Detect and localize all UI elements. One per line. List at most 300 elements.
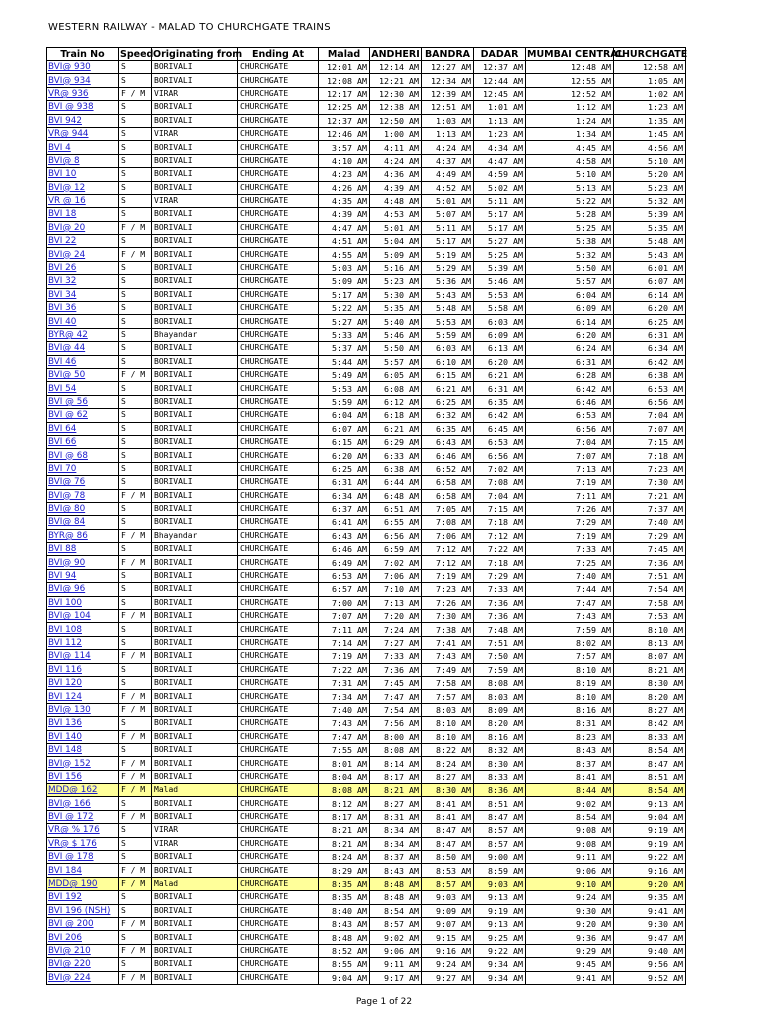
train-number-link[interactable]: VR@ % 176 xyxy=(47,824,119,837)
andheri-time-cell: 7:56 AM xyxy=(370,717,422,730)
table-row xyxy=(47,315,686,328)
train-number-link[interactable]: BVI 184 xyxy=(47,864,119,877)
train-number-link[interactable]: BVI 112 xyxy=(47,636,119,649)
speed-cell: F / M xyxy=(119,368,152,381)
ending-at-cell: CHURCHGATE xyxy=(238,877,319,890)
ending-at-cell: CHURCHGATE xyxy=(238,181,319,194)
churchgate-time-cell: 6:56 AM xyxy=(614,395,686,408)
train-number-link[interactable]: BVI@ 8 xyxy=(47,154,119,167)
churchgate-time-cell: 5:35 AM xyxy=(614,221,686,234)
ending-at-cell: CHURCHGATE xyxy=(238,931,319,944)
malad-time-cell: 5:27 AM xyxy=(319,315,370,328)
churchgate-time-cell: 7:18 AM xyxy=(614,449,686,462)
mumbai-central-time-cell: 9:02 AM xyxy=(526,797,614,810)
andheri-time-cell: 4:53 AM xyxy=(370,208,422,221)
dadar-time-cell: 8:51 AM xyxy=(474,797,526,810)
dadar-time-cell: 7:33 AM xyxy=(474,583,526,596)
bandra-time-cell: 5:17 AM xyxy=(422,235,474,248)
train-number-link[interactable]: BVI 10 xyxy=(47,168,119,181)
page-title: WESTERN RAILWAY - MALAD TO CHURCHGATE TRAINS xyxy=(48,22,331,33)
table-row xyxy=(47,275,686,288)
churchgate-time-cell: 7:51 AM xyxy=(614,569,686,582)
dadar-time-cell: 4:34 AM xyxy=(474,141,526,154)
speed-cell: S xyxy=(119,208,152,221)
mumbai-central-time-cell: 1:34 AM xyxy=(526,127,614,140)
train-number-link[interactable]: BVI@ 20 xyxy=(47,221,119,234)
train-number-link[interactable]: MDD@ 190 xyxy=(47,877,119,890)
originating-from-cell: BORIVALI xyxy=(152,261,238,274)
originating-from-cell: VIRAR xyxy=(152,127,238,140)
train-number-link[interactable]: BVI@ 84 xyxy=(47,516,119,529)
train-number-link[interactable]: BVI 54 xyxy=(47,382,119,395)
mumbai-central-time-cell: 7:13 AM xyxy=(526,462,614,475)
malad-time-cell: 5:37 AM xyxy=(319,342,370,355)
speed-cell: F / M xyxy=(119,610,152,623)
bandra-time-cell: 7:49 AM xyxy=(422,663,474,676)
andheri-time-cell: 7:13 AM xyxy=(370,596,422,609)
andheri-time-cell: 9:06 AM xyxy=(370,944,422,957)
bandra-time-cell: 4:24 AM xyxy=(422,141,474,154)
train-number-link[interactable]: BVI 94 xyxy=(47,569,119,582)
ending-at-cell: CHURCHGATE xyxy=(238,114,319,127)
malad-time-cell: 12:17 AM xyxy=(319,87,370,100)
bandra-time-cell: 4:49 AM xyxy=(422,168,474,181)
train-number-link[interactable]: BVI@ 50 xyxy=(47,368,119,381)
train-number-link[interactable]: BVI@ 114 xyxy=(47,650,119,663)
train-number-link[interactable]: BVI 206 xyxy=(47,931,119,944)
train-number-link[interactable]: BVI@ 78 xyxy=(47,489,119,502)
mumbai-central-time-cell: 4:58 AM xyxy=(526,154,614,167)
bandra-time-cell: 9:07 AM xyxy=(422,918,474,931)
speed-cell: F / M xyxy=(119,757,152,770)
speed-cell: F / M xyxy=(119,248,152,261)
speed-cell: F / M xyxy=(119,650,152,663)
originating-from-cell: BORIVALI xyxy=(152,690,238,703)
malad-time-cell: 6:25 AM xyxy=(319,462,370,475)
bandra-time-cell: 7:12 AM xyxy=(422,556,474,569)
ending-at-cell: CHURCHGATE xyxy=(238,904,319,917)
bandra-time-cell: 8:53 AM xyxy=(422,864,474,877)
malad-time-cell: 7:55 AM xyxy=(319,743,370,756)
ending-at-cell: CHURCHGATE xyxy=(238,288,319,301)
bandra-time-cell: 8:10 AM xyxy=(422,717,474,730)
train-number-link[interactable]: BVI @ 200 xyxy=(47,918,119,931)
ending-at-cell: CHURCHGATE xyxy=(238,221,319,234)
train-number-link[interactable]: BVI 36 xyxy=(47,302,119,315)
andheri-time-cell: 9:17 AM xyxy=(370,971,422,984)
train-number-link[interactable]: BVI 66 xyxy=(47,435,119,448)
speed-cell: S xyxy=(119,261,152,274)
table-row xyxy=(47,864,686,877)
table-row xyxy=(47,610,686,623)
table-row xyxy=(47,904,686,917)
table-row xyxy=(47,248,686,261)
churchgate-time-cell: 8:27 AM xyxy=(614,703,686,716)
train-number-link[interactable]: VR@ 936 xyxy=(47,87,119,100)
train-number-link[interactable]: BVI @ 938 xyxy=(47,101,119,114)
speed-cell: S xyxy=(119,342,152,355)
ending-at-cell: CHURCHGATE xyxy=(238,623,319,636)
train-number-link[interactable]: BVI@ 90 xyxy=(47,556,119,569)
originating-from-cell: VIRAR xyxy=(152,194,238,207)
churchgate-time-cell: 7:23 AM xyxy=(614,462,686,475)
churchgate-time-cell: 1:35 AM xyxy=(614,114,686,127)
dadar-time-cell: 7:12 AM xyxy=(474,529,526,542)
churchgate-time-cell: 6:20 AM xyxy=(614,302,686,315)
mumbai-central-time-cell: 1:24 AM xyxy=(526,114,614,127)
bandra-time-cell: 8:27 AM xyxy=(422,770,474,783)
train-number-link[interactable]: BVI 148 xyxy=(47,743,119,756)
malad-time-cell: 12:25 AM xyxy=(319,101,370,114)
train-number-link[interactable]: BVI@ 210 xyxy=(47,944,119,957)
table-row xyxy=(47,784,686,797)
speed-cell: F / M xyxy=(119,87,152,100)
andheri-time-cell: 8:00 AM xyxy=(370,730,422,743)
train-number-link[interactable]: BVI@ 104 xyxy=(47,610,119,623)
ending-at-cell: CHURCHGATE xyxy=(238,368,319,381)
bandra-time-cell: 6:35 AM xyxy=(422,422,474,435)
table-row xyxy=(47,931,686,944)
bandra-time-cell: 1:13 AM xyxy=(422,127,474,140)
train-number-link[interactable]: BVI@ 220 xyxy=(47,958,119,971)
ending-at-cell: CHURCHGATE xyxy=(238,61,319,74)
train-number-link[interactable]: BVI 34 xyxy=(47,288,119,301)
train-number-link[interactable]: BVI @ 56 xyxy=(47,395,119,408)
churchgate-time-cell: 1:02 AM xyxy=(614,87,686,100)
malad-time-cell: 5:22 AM xyxy=(319,302,370,315)
andheri-time-cell: 8:34 AM xyxy=(370,837,422,850)
table-row xyxy=(47,342,686,355)
malad-time-cell: 7:47 AM xyxy=(319,730,370,743)
mumbai-central-time-cell: 9:30 AM xyxy=(526,904,614,917)
speed-cell: S xyxy=(119,302,152,315)
malad-time-cell: 8:40 AM xyxy=(319,904,370,917)
mumbai-central-time-cell: 8:31 AM xyxy=(526,717,614,730)
train-number-link[interactable]: MDD@ 162 xyxy=(47,784,119,797)
table-row xyxy=(47,221,686,234)
train-number-link[interactable]: BYR@ 86 xyxy=(47,529,119,542)
mumbai-central-time-cell: 9:08 AM xyxy=(526,824,614,837)
bandra-time-cell: 6:58 AM xyxy=(422,476,474,489)
malad-time-cell: 12:37 AM xyxy=(319,114,370,127)
col-ending-at-header: Ending At xyxy=(238,48,319,61)
churchgate-time-cell: 6:34 AM xyxy=(614,342,686,355)
train-number-link[interactable]: BVI 18 xyxy=(47,208,119,221)
malad-time-cell: 7:00 AM xyxy=(319,596,370,609)
speed-cell: S xyxy=(119,476,152,489)
churchgate-time-cell: 7:04 AM xyxy=(614,409,686,422)
train-number-link[interactable]: BVI@ 44 xyxy=(47,342,119,355)
speed-cell: S xyxy=(119,288,152,301)
churchgate-time-cell: 8:07 AM xyxy=(614,650,686,663)
speed-cell: F / M xyxy=(119,489,152,502)
table-row xyxy=(47,851,686,864)
churchgate-time-cell: 7:37 AM xyxy=(614,502,686,515)
train-number-link[interactable]: BVI 136 xyxy=(47,717,119,730)
ending-at-cell: CHURCHGATE xyxy=(238,824,319,837)
dadar-time-cell: 12:37 AM xyxy=(474,61,526,74)
table-row xyxy=(47,87,686,100)
train-number-link[interactable]: BVI 108 xyxy=(47,623,119,636)
train-number-link[interactable]: BVI 46 xyxy=(47,355,119,368)
train-number-link[interactable]: BVI@ 24 xyxy=(47,248,119,261)
originating-from-cell: BORIVALI xyxy=(152,342,238,355)
train-number-link[interactable]: BVI@ 934 xyxy=(47,74,119,87)
dadar-time-cell: 8:20 AM xyxy=(474,717,526,730)
table-row xyxy=(47,502,686,515)
mumbai-central-time-cell: 7:11 AM xyxy=(526,489,614,502)
dadar-time-cell: 6:21 AM xyxy=(474,368,526,381)
bandra-time-cell: 12:27 AM xyxy=(422,61,474,74)
malad-time-cell: 7:40 AM xyxy=(319,703,370,716)
andheri-time-cell: 5:57 AM xyxy=(370,355,422,368)
train-number-link[interactable]: BVI 942 xyxy=(47,114,119,127)
dadar-time-cell: 6:42 AM xyxy=(474,409,526,422)
malad-time-cell: 4:51 AM xyxy=(319,235,370,248)
train-number-link[interactable]: BVI@ 96 xyxy=(47,583,119,596)
churchgate-time-cell: 8:47 AM xyxy=(614,757,686,770)
train-number-link[interactable]: BVI 100 xyxy=(47,596,119,609)
train-number-link[interactable]: BVI @ 178 xyxy=(47,851,119,864)
speed-cell: F / M xyxy=(119,221,152,234)
originating-from-cell: BORIVALI xyxy=(152,288,238,301)
malad-time-cell: 6:57 AM xyxy=(319,583,370,596)
churchgate-time-cell: 6:53 AM xyxy=(614,382,686,395)
churchgate-time-cell: 8:33 AM xyxy=(614,730,686,743)
churchgate-time-cell: 5:23 AM xyxy=(614,181,686,194)
speed-cell: S xyxy=(119,851,152,864)
bandra-time-cell: 7:38 AM xyxy=(422,623,474,636)
train-number-link[interactable]: BVI 64 xyxy=(47,422,119,435)
originating-from-cell: BORIVALI xyxy=(152,502,238,515)
mumbai-central-time-cell: 8:02 AM xyxy=(526,636,614,649)
table-row xyxy=(47,516,686,529)
table-row xyxy=(47,958,686,971)
bandra-time-cell: 6:58 AM xyxy=(422,489,474,502)
andheri-time-cell: 7:45 AM xyxy=(370,676,422,689)
speed-cell: S xyxy=(119,355,152,368)
ending-at-cell: CHURCHGATE xyxy=(238,851,319,864)
churchgate-time-cell: 8:10 AM xyxy=(614,623,686,636)
churchgate-time-cell: 5:39 AM xyxy=(614,208,686,221)
ending-at-cell: CHURCHGATE xyxy=(238,516,319,529)
speed-cell: S xyxy=(119,382,152,395)
bandra-time-cell: 6:46 AM xyxy=(422,449,474,462)
mumbai-central-time-cell: 7:26 AM xyxy=(526,502,614,515)
bandra-time-cell: 5:19 AM xyxy=(422,248,474,261)
dadar-time-cell: 1:23 AM xyxy=(474,127,526,140)
churchgate-time-cell: 9:19 AM xyxy=(614,824,686,837)
malad-time-cell: 7:22 AM xyxy=(319,663,370,676)
ending-at-cell: CHURCHGATE xyxy=(238,743,319,756)
churchgate-time-cell: 8:54 AM xyxy=(614,743,686,756)
train-number-link[interactable]: VR@ 944 xyxy=(47,127,119,140)
bandra-time-cell: 6:32 AM xyxy=(422,409,474,422)
dadar-time-cell: 5:58 AM xyxy=(474,302,526,315)
andheri-time-cell: 9:11 AM xyxy=(370,958,422,971)
churchgate-time-cell: 6:42 AM xyxy=(614,355,686,368)
dadar-time-cell: 7:59 AM xyxy=(474,663,526,676)
train-number-link[interactable]: BVI 116 xyxy=(47,663,119,676)
andheri-time-cell: 6:33 AM xyxy=(370,449,422,462)
andheri-time-cell: 6:08 AM xyxy=(370,382,422,395)
train-number-link[interactable]: BYR@ 42 xyxy=(47,328,119,341)
bandra-time-cell: 8:41 AM xyxy=(422,810,474,823)
speed-cell: S xyxy=(119,743,152,756)
train-number-link[interactable]: BVI 32 xyxy=(47,275,119,288)
churchgate-time-cell: 8:54 AM xyxy=(614,784,686,797)
churchgate-time-cell: 8:51 AM xyxy=(614,770,686,783)
andheri-time-cell: 7:24 AM xyxy=(370,623,422,636)
mumbai-central-time-cell: 5:32 AM xyxy=(526,248,614,261)
dadar-time-cell: 6:13 AM xyxy=(474,342,526,355)
speed-cell: S xyxy=(119,101,152,114)
churchgate-time-cell: 9:22 AM xyxy=(614,851,686,864)
dadar-time-cell: 8:03 AM xyxy=(474,690,526,703)
ending-at-cell: CHURCHGATE xyxy=(238,543,319,556)
malad-time-cell: 4:39 AM xyxy=(319,208,370,221)
train-number-link[interactable]: BVI@ 152 xyxy=(47,757,119,770)
train-number-link[interactable]: BVI @ 62 xyxy=(47,409,119,422)
andheri-time-cell: 8:14 AM xyxy=(370,757,422,770)
train-number-link[interactable]: BVI 40 xyxy=(47,315,119,328)
andheri-time-cell: 6:12 AM xyxy=(370,395,422,408)
train-number-link[interactable]: VR@ $ 176 xyxy=(47,837,119,850)
bandra-time-cell: 5:01 AM xyxy=(422,194,474,207)
train-number-link[interactable]: BVI 22 xyxy=(47,235,119,248)
train-number-link[interactable]: BVI 88 xyxy=(47,543,119,556)
train-number-link[interactable]: BVI@ 930 xyxy=(47,61,119,74)
table-row xyxy=(47,489,686,502)
mumbai-central-time-cell: 6:56 AM xyxy=(526,422,614,435)
train-number-link[interactable]: BVI 124 xyxy=(47,690,119,703)
malad-time-cell: 5:53 AM xyxy=(319,382,370,395)
train-number-link[interactable]: BVI@ 224 xyxy=(47,971,119,984)
ending-at-cell: CHURCHGATE xyxy=(238,529,319,542)
train-number-link[interactable]: BVI@ 76 xyxy=(47,476,119,489)
train-number-link[interactable]: BVI@ 80 xyxy=(47,502,119,515)
mumbai-central-time-cell: 9:36 AM xyxy=(526,931,614,944)
train-number-link[interactable]: BVI@ 130 xyxy=(47,703,119,716)
speed-cell: F / M xyxy=(119,810,152,823)
train-number-link[interactable]: BVI 156 xyxy=(47,770,119,783)
mumbai-central-time-cell: 6:04 AM xyxy=(526,288,614,301)
dadar-time-cell: 1:01 AM xyxy=(474,101,526,114)
bandra-time-cell: 8:10 AM xyxy=(422,730,474,743)
speed-cell: S xyxy=(119,837,152,850)
malad-time-cell: 6:07 AM xyxy=(319,422,370,435)
churchgate-time-cell: 5:10 AM xyxy=(614,154,686,167)
mumbai-central-time-cell: 6:09 AM xyxy=(526,302,614,315)
speed-cell: S xyxy=(119,663,152,676)
table-row xyxy=(47,382,686,395)
table-row xyxy=(47,797,686,810)
ending-at-cell: CHURCHGATE xyxy=(238,235,319,248)
dadar-time-cell: 8:09 AM xyxy=(474,703,526,716)
speed-cell: S xyxy=(119,315,152,328)
ending-at-cell: CHURCHGATE xyxy=(238,261,319,274)
andheri-time-cell: 8:27 AM xyxy=(370,797,422,810)
train-number-link[interactable]: BVI@ 166 xyxy=(47,797,119,810)
train-number-link[interactable]: BVI @ 172 xyxy=(47,810,119,823)
originating-from-cell: BORIVALI xyxy=(152,221,238,234)
originating-from-cell: BORIVALI xyxy=(152,958,238,971)
table-row xyxy=(47,770,686,783)
churchgate-time-cell: 5:48 AM xyxy=(614,235,686,248)
table-row xyxy=(47,569,686,582)
mumbai-central-time-cell: 12:48 AM xyxy=(526,61,614,74)
train-number-link[interactable]: BVI 196 (NSH) xyxy=(47,904,119,917)
train-number-link[interactable]: BVI 4 xyxy=(47,141,119,154)
dadar-time-cell: 6:09 AM xyxy=(474,328,526,341)
train-number-link[interactable]: VR @ 16 xyxy=(47,194,119,207)
table-body xyxy=(47,61,686,985)
speed-cell: S xyxy=(119,181,152,194)
andheri-time-cell: 7:10 AM xyxy=(370,583,422,596)
originating-from-cell: BORIVALI xyxy=(152,583,238,596)
andheri-time-cell: 5:16 AM xyxy=(370,261,422,274)
malad-time-cell: 6:31 AM xyxy=(319,476,370,489)
bandra-time-cell: 12:39 AM xyxy=(422,87,474,100)
train-number-link[interactable]: BVI 26 xyxy=(47,261,119,274)
malad-time-cell: 8:35 AM xyxy=(319,877,370,890)
mumbai-central-time-cell: 5:10 AM xyxy=(526,168,614,181)
andheri-time-cell: 5:40 AM xyxy=(370,315,422,328)
table-row xyxy=(47,101,686,114)
churchgate-time-cell: 1:23 AM xyxy=(614,101,686,114)
col-mumbai-central-header: MUMBAI CENTRAL xyxy=(527,48,624,60)
train-number-link[interactable]: BVI 120 xyxy=(47,676,119,689)
churchgate-time-cell: 6:38 AM xyxy=(614,368,686,381)
bandra-time-cell: 8:47 AM xyxy=(422,824,474,837)
bandra-time-cell: 7:57 AM xyxy=(422,690,474,703)
dadar-time-cell: 5:46 AM xyxy=(474,275,526,288)
andheri-time-cell: 6:56 AM xyxy=(370,529,422,542)
train-number-link[interactable]: BVI 140 xyxy=(47,730,119,743)
train-number-link[interactable]: BVI@ 12 xyxy=(47,181,119,194)
mumbai-central-time-cell: 9:24 AM xyxy=(526,891,614,904)
ending-at-cell: CHURCHGATE xyxy=(238,650,319,663)
table-row xyxy=(47,810,686,823)
churchgate-time-cell: 12:58 AM xyxy=(614,61,686,74)
originating-from-cell: BORIVALI xyxy=(152,636,238,649)
originating-from-cell: BORIVALI xyxy=(152,516,238,529)
originating-from-cell: BORIVALI xyxy=(152,61,238,74)
dadar-time-cell: 9:13 AM xyxy=(474,918,526,931)
speed-cell: S xyxy=(119,194,152,207)
speed-cell: F / M xyxy=(119,690,152,703)
mumbai-central-time-cell: 8:37 AM xyxy=(526,757,614,770)
malad-time-cell: 4:10 AM xyxy=(319,154,370,167)
ending-at-cell: CHURCHGATE xyxy=(238,690,319,703)
malad-time-cell: 8:17 AM xyxy=(319,810,370,823)
originating-from-cell: BORIVALI xyxy=(152,904,238,917)
train-number-link[interactable]: BVI @ 68 xyxy=(47,449,119,462)
speed-cell: S xyxy=(119,797,152,810)
mumbai-central-time-cell: 5:38 AM xyxy=(526,235,614,248)
churchgate-time-cell: 8:30 AM xyxy=(614,676,686,689)
ending-at-cell: CHURCHGATE xyxy=(238,636,319,649)
train-number-link[interactable]: BVI 192 xyxy=(47,891,119,904)
table-row xyxy=(47,154,686,167)
mumbai-central-time-cell: 7:04 AM xyxy=(526,435,614,448)
malad-time-cell: 8:52 AM xyxy=(319,944,370,957)
dadar-time-cell: 7:08 AM xyxy=(474,476,526,489)
train-number-link[interactable]: BVI 70 xyxy=(47,462,119,475)
col-originating-from-header: Originating from xyxy=(153,48,243,60)
originating-from-cell: Bhayandar xyxy=(152,529,238,542)
ending-at-cell: CHURCHGATE xyxy=(238,275,319,288)
